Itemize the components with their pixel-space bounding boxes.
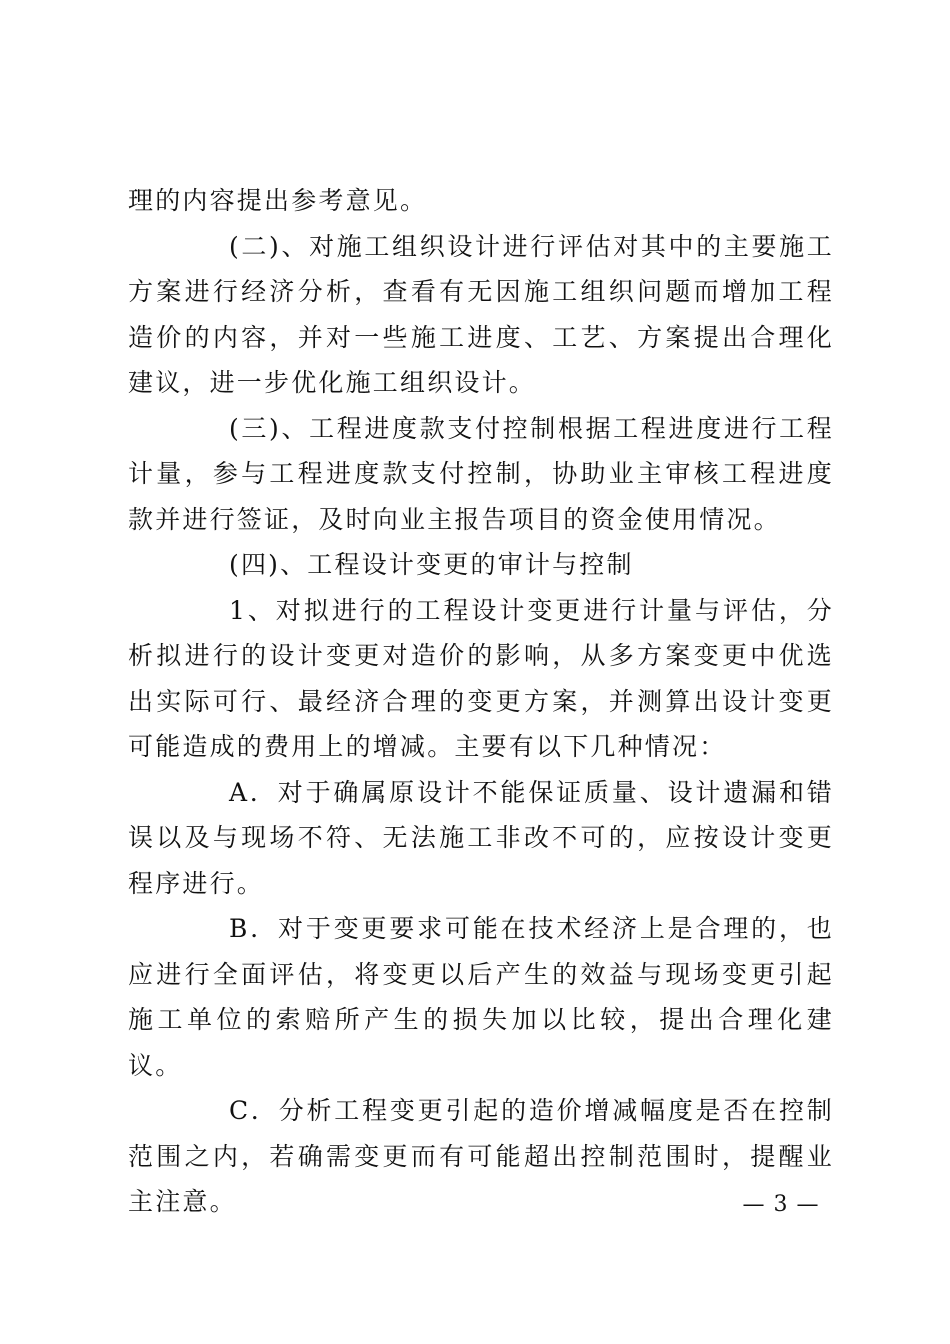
body-text — [128, 178, 834, 1225]
paragraph-design-change-evaluation: 1、对拟进行的工程设计变更进行计量与评估，分析拟进行的设计变更对造价的影响，从多方案变更中优选出实际可行、最经济合理的变更方案，并测算出设计变更可能造成的费用上的增减。主要有以下几种情况： — [128, 595, 834, 761]
paragraph-continuation: 理的内容提出参考意见。 — [128, 186, 428, 215]
paragraph-progress-payment: (三)、工程进度款支付控制根据工程进度进行工程计量，参与工程进度款支付控制，协助业主审核工程进度款并进行签证，及时向业主报告项目的资金使用情况。 — [128, 413, 834, 534]
paragraph-construction-organization: (二)、对施工组织设计进行评估对其中的主要施工方案进行经济分析，查看有无因施工组织问题而增加工程造价的内容，并对一些施工进度、工艺、方案提出合理化建议，进一步优化施工组织设计。 — [128, 231, 834, 397]
list-item-c: C．分析工程变更引起的造价增减幅度是否在控制范围之内，若确需变更而有可能超出控制范围时，提醒业主注意。 — [128, 1096, 834, 1216]
page-number: — 3 — — [742, 1192, 820, 1217]
list-item-a: A．对于确属原设计不能保证质量、设计遗漏和错误以及与现场不符、无法施工非改不可的，应按设计变更程序进行。 — [128, 777, 834, 898]
section-heading-design-change: (四)、工程设计变更的审计与控制 — [229, 550, 634, 579]
list-item-b: B．对于变更要求可能在技术经济上是合理的，也应进行全面评估，将变更以后产生的效益与现场变更引起施工单位的索赔所产生的损失加以比较，提出合理化建议。 — [128, 914, 834, 1080]
